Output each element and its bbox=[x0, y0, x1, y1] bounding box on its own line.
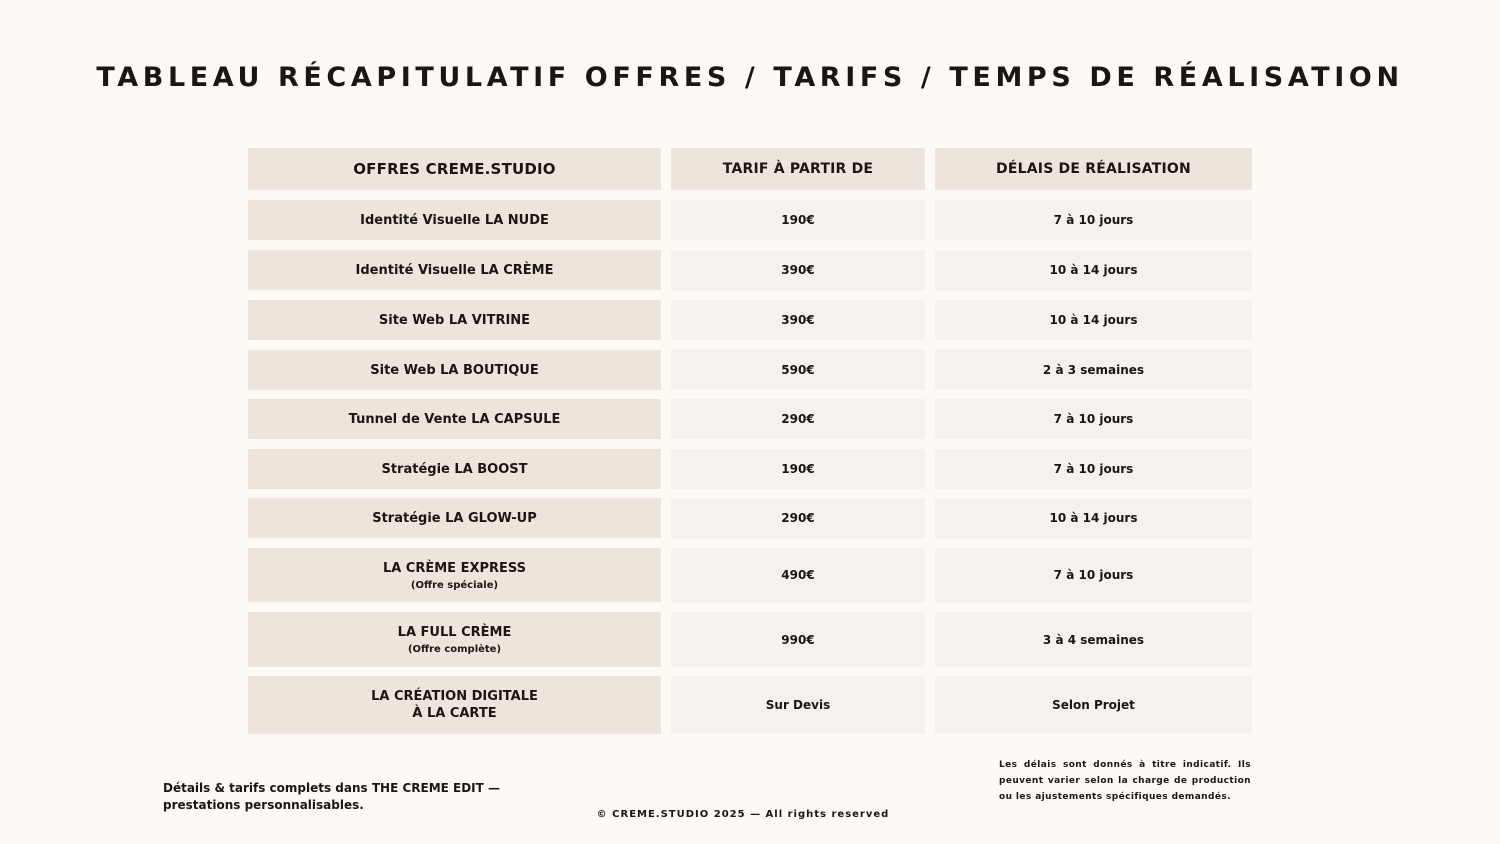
offer-name: Site Web LA VITRINE bbox=[378, 312, 531, 328]
price-cell: Sur Devis bbox=[671, 676, 925, 734]
offer-cell bbox=[248, 399, 661, 439]
offer-cell bbox=[248, 200, 661, 240]
price-cell: 990€ bbox=[671, 612, 925, 667]
copyright: © CREME.STUDIO 2025 — All rights reserved bbox=[596, 809, 890, 820]
table-row bbox=[248, 200, 1252, 240]
offer-cell bbox=[248, 449, 661, 489]
offer-name: Stratégie LA GLOW-UP bbox=[372, 510, 537, 526]
price-cell: 290€ bbox=[671, 498, 925, 538]
delay-cell: 7 à 10 jours bbox=[935, 449, 1252, 489]
offer-name: Identité Visuelle LA CRÈME bbox=[355, 262, 554, 278]
price-cell: 290€ bbox=[671, 399, 925, 439]
offer-name: Tunnel de Vente LA CAPSULE bbox=[348, 411, 561, 427]
offer-cell bbox=[248, 548, 661, 602]
footer-details-line2: prestations personnalisables. bbox=[163, 798, 364, 812]
offer-name: LA FULL CRÈME bbox=[397, 625, 512, 640]
delay-cell: Selon Projet bbox=[935, 676, 1252, 734]
offer-cell bbox=[248, 350, 661, 390]
table-row bbox=[248, 676, 1252, 734]
table-row bbox=[248, 548, 1252, 602]
offer-name: Stratégie LA BOOST bbox=[381, 461, 528, 477]
header-offers: OFFRES CREME.STUDIO bbox=[248, 148, 661, 190]
page-title: TABLEAU RÉCAPITULATIF OFFRES / TARIFS / TEMPS DE RÉALISATION bbox=[96, 62, 1404, 93]
offer-name: LA CRÉATION DIGITALE bbox=[371, 689, 538, 704]
offer-subtitle: (Offre spéciale) bbox=[410, 579, 499, 591]
price-cell: 390€ bbox=[671, 250, 925, 290]
offer-cell bbox=[248, 498, 661, 538]
price-cell: 590€ bbox=[671, 350, 925, 390]
delay-cell: 10 à 14 jours bbox=[935, 250, 1252, 290]
table-row bbox=[248, 399, 1252, 439]
footer-note: Les délais sont donnés à titre indicatif. Ils peuvent varier selon la charge de production ou les ajustements spécifiques demandés. bbox=[999, 760, 1251, 802]
table-header bbox=[248, 148, 1252, 190]
header-price: TARIF À PARTIR DE bbox=[671, 148, 925, 190]
table-row bbox=[248, 250, 1252, 290]
delay-cell: 10 à 14 jours bbox=[935, 498, 1252, 538]
delay-cell: 2 à 3 semaines bbox=[935, 350, 1252, 390]
table-row bbox=[248, 612, 1252, 667]
delay-cell: 7 à 10 jours bbox=[935, 200, 1252, 240]
table-row bbox=[248, 350, 1252, 390]
offer-cell bbox=[248, 300, 661, 340]
offer-name: LA CRÈME EXPRESS bbox=[382, 560, 527, 576]
offer-name: Site Web LA BOUTIQUE bbox=[370, 362, 539, 378]
price-cell: 490€ bbox=[671, 548, 925, 602]
footer-details-line1: Détails & tarifs complets dans THE CREME EDIT — bbox=[163, 781, 500, 795]
offer-cell bbox=[248, 250, 661, 290]
offer-cell bbox=[248, 612, 661, 667]
table-row bbox=[248, 449, 1252, 489]
offer-name-line2: À LA CARTE bbox=[412, 706, 497, 721]
price-cell: 190€ bbox=[671, 200, 925, 240]
offer-subtitle: (Offre complète) bbox=[407, 644, 502, 655]
delay-cell: 7 à 10 jours bbox=[935, 548, 1252, 602]
table-row bbox=[248, 300, 1252, 340]
offer-cell bbox=[248, 676, 661, 734]
price-cell: 390€ bbox=[671, 300, 925, 340]
delay-cell: 3 à 4 semaines bbox=[935, 612, 1252, 667]
price-cell: 190€ bbox=[671, 449, 925, 489]
delay-cell: 7 à 10 jours bbox=[935, 399, 1252, 439]
offer-name: Identité Visuelle LA NUDE bbox=[360, 212, 549, 228]
delay-cell: 10 à 14 jours bbox=[935, 300, 1252, 340]
table-row bbox=[248, 498, 1252, 538]
header-delay: DÉLAIS DE RÉALISATION bbox=[935, 148, 1252, 190]
